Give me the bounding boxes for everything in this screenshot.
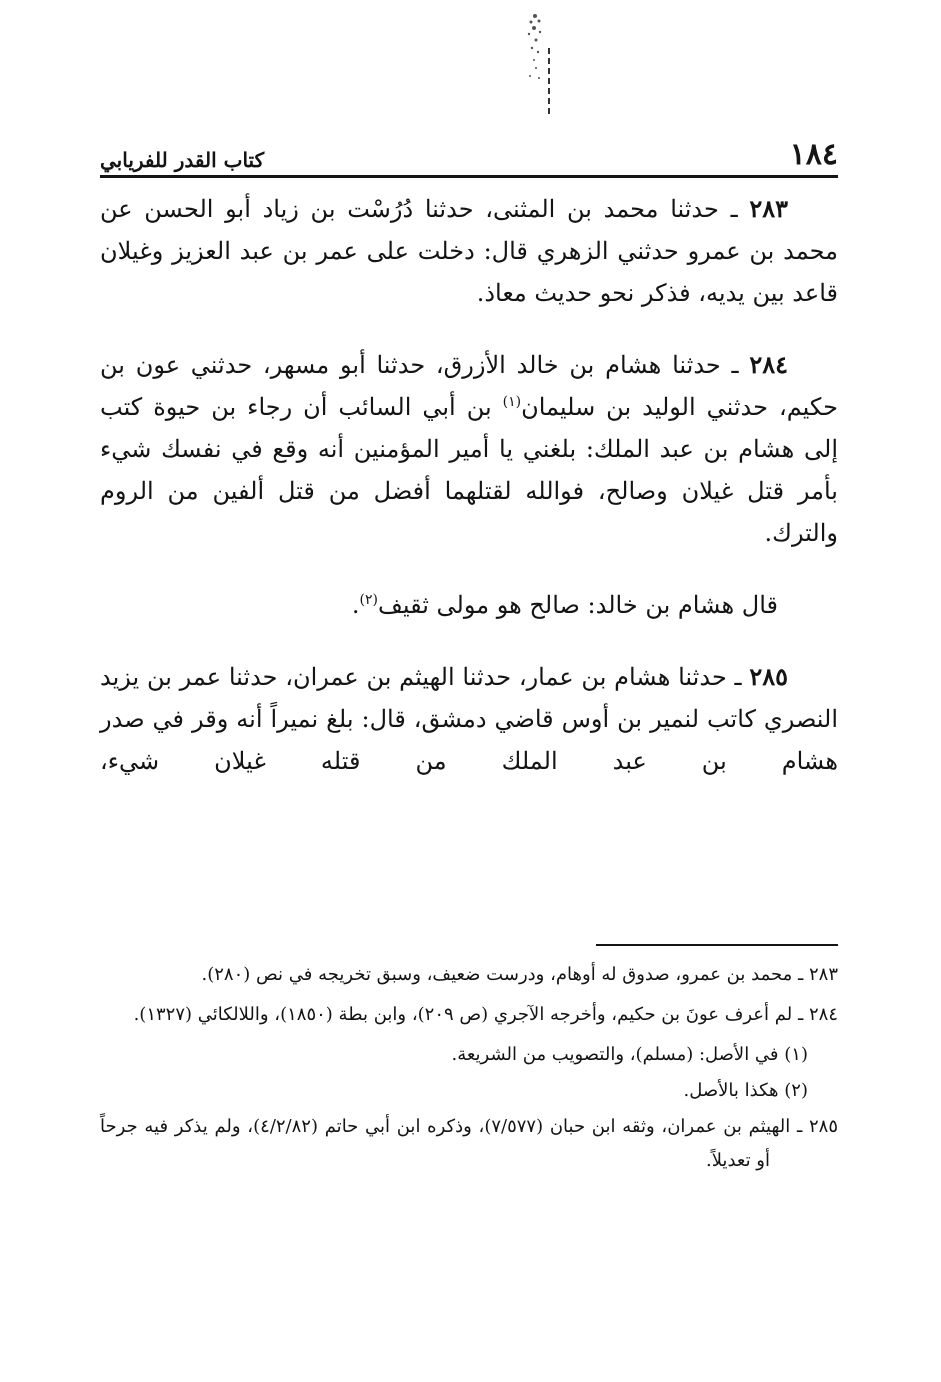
note-text-cont: . (351, 591, 360, 619)
main-text (100, 188, 838, 812)
running-head (100, 132, 838, 172)
footnote-283 (100, 958, 838, 992)
paragraph-284 (100, 344, 838, 554)
dash: ـ (734, 663, 742, 691)
hadith-text-cont: بن أبي السائب أن رجاء بن حيوة كتب إلى هشام بن عبد الملك: بلغني يا أمير المؤمنين أنه وقع في نفسك شيء بأمر قتل غيلان وصالح، فوالله لقتلهما أفضل من قتل ألفين من الروم والترك. (100, 393, 838, 547)
hadith-number: ٢٨٣ (749, 194, 788, 223)
footnote-rule (596, 944, 838, 946)
footnote-sub-2 (100, 1074, 838, 1108)
paragraph-283 (100, 188, 838, 314)
footnote-number: ٢٨٤ (808, 1004, 838, 1025)
hadith-text: حدثنا هشام بن عمار، حدثنا الهيثم بن عمران، حدثنا عمر بن يزيد النصري كاتب لنمير بن أوس قاضي دمشق، قال: بلغ نميراً أنه وقر في صدر هشام بن عبد الملك من قتله غيلان شيء، (100, 663, 838, 775)
footnote-text: الهيثم بن عمران، وثقه ابن حبان (٧/٥٧٧)، وذكره ابن أبي حاتم (٤/٢/٨٢)، ولم يذكر فيه جرحاً أو تعديلاً. (100, 1116, 791, 1171)
footnote-mark: (٢) (359, 592, 379, 608)
paragraph-285 (100, 656, 838, 782)
hadith-text: حدثنا محمد بن المثنى، حدثنا دُرُسْت بن زياد أبو الحسن عن محمد بن عمرو حدثني الزهري قال: دخلت على عمر بن عبد العزيز وغيلان قاعد بين يديه، فذكر نحو حديث معاذ. (100, 195, 838, 307)
dash: ـ (731, 351, 739, 379)
footnote-number: ٢٨٣ (808, 964, 838, 985)
note-text: قال هشام بن خالد: صالح هو مولى ثقيف (378, 591, 778, 619)
footnote-text: هكذا بالأصل. (683, 1080, 779, 1101)
header-rule (100, 175, 838, 178)
dash: ـ (796, 1116, 803, 1137)
ornament-decoration (505, 8, 565, 120)
dash: ـ (730, 195, 738, 223)
footnote-mark: (١) (502, 394, 522, 410)
footnote-text: لم أعرف عونَ بن حكيم، وأخرجه الآجري (ص ٢٠٩)، وابن بطة (١٨٥٠)، واللالكائي (١٣٢٧). (133, 1004, 793, 1025)
hadith-number: ٢٨٤ (749, 350, 788, 379)
footnote-text: في الأصل: (مسلم)، والتصويب من الشريعة. (451, 1044, 779, 1065)
dash: ـ (797, 1004, 804, 1025)
dash: ـ (797, 964, 804, 985)
page-number: ١٨٤ (789, 137, 838, 172)
footnote-mark: (٢) (784, 1080, 808, 1101)
footnote-285 (100, 1110, 838, 1178)
book-title: كتاب القدر للفريابي (100, 148, 265, 172)
footnote-mark: (١) (784, 1044, 808, 1065)
narrator-note (100, 584, 838, 626)
hadith-number: ٢٨٥ (749, 662, 788, 691)
footnote-number: ٢٨٥ (808, 1116, 838, 1137)
hadith-text: حدثنا هشام بن خالد الأزرق، حدثنا أبو مسهر، حدثني عون بن حكيم، حدثني الوليد بن سليمان (100, 351, 838, 421)
footnote-sub-1 (100, 1038, 838, 1072)
footnotes (100, 958, 838, 1184)
footnote-text: محمد بن عمرو، صدوق له أوهام، ودرست ضعيف، وسبق تخريجه في نص (٢٨٠). (201, 964, 793, 985)
footnote-284 (100, 998, 838, 1032)
